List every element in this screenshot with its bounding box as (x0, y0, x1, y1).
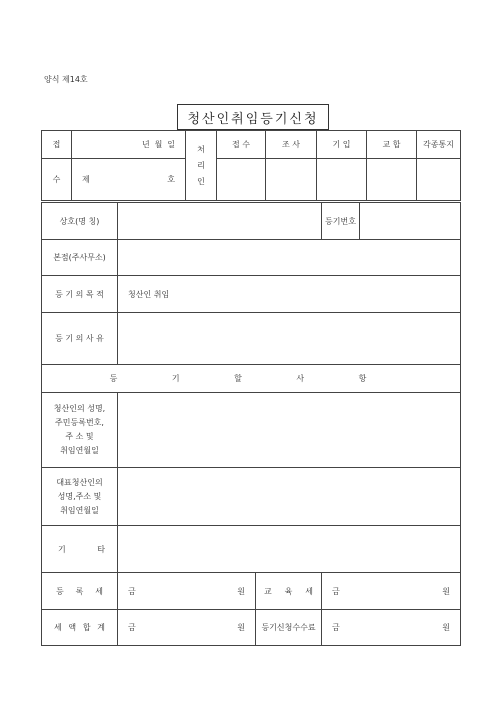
matters-header (42, 365, 461, 393)
number-prefix: 제 (82, 175, 90, 184)
reg-tax-c1: 등 (56, 586, 64, 596)
reg-number-label: 등기번호 (322, 203, 360, 240)
rep-label-3: 취임연월일 (60, 505, 99, 515)
total-tax-c2: 액 (68, 623, 77, 632)
fee-label: 등기신청수수료 (256, 610, 322, 646)
rep-label-1: 대표청산인의 (56, 477, 103, 487)
liquidator-label (42, 393, 118, 468)
col-entry: 기 입 (317, 131, 367, 159)
col-investigation: 조 사 (266, 131, 317, 159)
day-label: 일 (167, 140, 175, 149)
head-office-value[interactable] (118, 240, 461, 276)
total-tax-c4: 계 (97, 623, 105, 632)
reception-label-top: 접 (42, 131, 72, 159)
edu-tax-label (256, 573, 322, 610)
fee-suffix: 원 (442, 623, 451, 632)
edu-tax-prefix: 금 (332, 586, 340, 596)
matters-header-text: 등 기 할 사 항 (109, 374, 393, 383)
edu-tax-suffix: 원 (442, 586, 451, 596)
reg-number-value[interactable] (360, 203, 461, 240)
processor-char-3: 인 (197, 176, 205, 186)
reg-tax-prefix: 금 (128, 586, 136, 596)
stamp-investigation[interactable] (266, 159, 317, 201)
rep-liquidator-label (42, 468, 118, 526)
total-tax-prefix: 금 (128, 623, 136, 632)
liquidator-value[interactable] (118, 393, 461, 468)
col-notifications: 각종통지 (417, 131, 461, 159)
reg-tax-suffix: 원 (237, 586, 245, 596)
edu-tax-amount[interactable] (322, 573, 461, 610)
rep-label-2: 성명,주소 및 (57, 491, 102, 501)
col-reception: 접 수 (217, 131, 266, 159)
total-tax-amount[interactable] (118, 610, 256, 646)
liquidator-label-1: 청산인의 성명, (53, 404, 106, 413)
reg-tax-amount[interactable] (118, 573, 256, 610)
reason-label: 등 기 의 사 유 (42, 313, 118, 365)
reception-label-bottom: 수 (42, 159, 72, 201)
reception-table (41, 130, 461, 201)
total-tax-c1: 세 (54, 623, 62, 632)
liquidator-label-3: 주 소 및 (65, 432, 94, 441)
stamp-collation[interactable] (367, 159, 417, 201)
application-table (41, 202, 461, 646)
fee-amount[interactable] (322, 610, 461, 646)
processor-label (186, 131, 217, 201)
stamp-entry[interactable] (317, 159, 367, 201)
other-label-2: 타 (97, 544, 105, 554)
col-collation: 교 합 (367, 131, 417, 159)
total-tax-label (42, 610, 118, 646)
form-title: 청산인취임등기신청 (177, 104, 329, 130)
trade-name-value[interactable] (118, 203, 322, 240)
month-label: 월 (154, 140, 163, 149)
reason-value[interactable] (118, 313, 461, 365)
fee-prefix: 금 (332, 623, 340, 632)
other-value[interactable] (118, 526, 461, 573)
total-tax-c3: 합 (82, 623, 91, 632)
edu-tax-c3: 세 (305, 586, 314, 596)
purpose-value[interactable]: 청산인 취임 (118, 276, 461, 313)
processor-char-2: 리 (197, 160, 205, 170)
stamp-reception[interactable] (217, 159, 266, 201)
reg-tax-label (42, 573, 118, 610)
form-number: 양식 제14호 (44, 75, 88, 84)
reg-tax-c3: 세 (95, 586, 103, 596)
number-suffix: 호 (167, 175, 175, 184)
year-label: 년 (142, 140, 150, 149)
other-label-1: 기 (58, 544, 66, 554)
rep-liquidator-value[interactable] (118, 468, 461, 526)
reg-tax-c2: 록 (75, 586, 84, 596)
head-office-label: 본점(주사무소) (42, 240, 118, 276)
edu-tax-c1: 교 (264, 586, 272, 596)
stamp-notifications[interactable] (417, 159, 461, 201)
processor-char-1: 처 (197, 144, 205, 154)
other-label (42, 526, 118, 573)
total-tax-suffix: 원 (237, 623, 245, 632)
date-line[interactable] (72, 131, 186, 159)
liquidator-label-2: 주민등록번호, (55, 418, 104, 427)
liquidator-label-4: 취임연월일 (60, 446, 99, 455)
number-line[interactable] (72, 159, 186, 201)
edu-tax-c2: 육 (284, 586, 293, 596)
purpose-label: 등 기 의 목 적 (42, 276, 118, 313)
trade-name-label: 상호(명 칭) (42, 203, 118, 240)
